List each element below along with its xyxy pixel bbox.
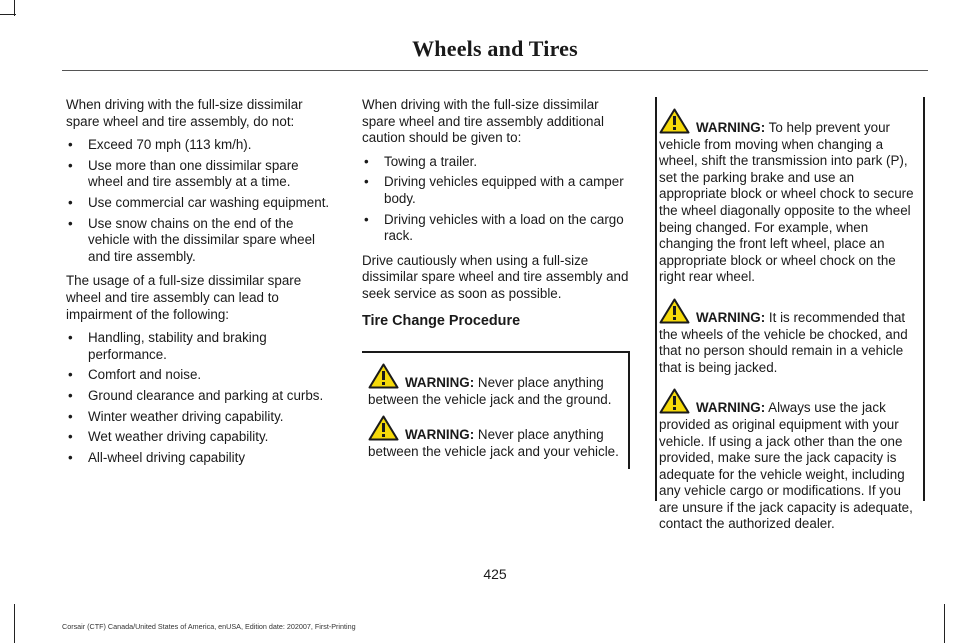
list-item-text: Comfort and noise. xyxy=(88,367,202,383)
list-item-text: Towing a trailer. xyxy=(384,153,478,169)
list-item-text: Driving vehicles with a load on the cargo rack. xyxy=(384,211,624,244)
warning-text: Never place anything between the vehicle jack and your vehicle. xyxy=(368,427,619,459)
list-item-text: Wet weather driving capability. xyxy=(88,429,269,445)
bullet-list xyxy=(362,154,632,245)
bullet-glyph: • xyxy=(68,387,73,403)
list-item xyxy=(66,429,336,446)
list-item-text: Use commercial car washing equipment. xyxy=(88,194,330,210)
page-title: Wheels and Tires xyxy=(412,36,578,61)
column-left xyxy=(66,97,336,474)
bullet-glyph: • xyxy=(68,429,73,445)
list-item xyxy=(66,195,336,212)
bullet-glyph: • xyxy=(68,330,73,346)
bullet-list xyxy=(66,330,336,466)
bullet-glyph: • xyxy=(364,211,369,227)
warning-text: Never place anything between the vehicle jack and the ground. xyxy=(368,375,612,407)
warning-label: WARNING: xyxy=(696,400,766,416)
list-item xyxy=(66,137,336,154)
crop-mark-bottom-left xyxy=(14,604,15,643)
warning-text: It is recommended that the wheels of the vehicle be chocked, and that no person should remain in a vehicle that is being jacked. xyxy=(659,309,908,375)
bullet-glyph: • xyxy=(68,408,73,424)
crop-mark-top-left-h xyxy=(0,14,16,15)
list-item xyxy=(362,154,632,171)
bullet-glyph: • xyxy=(364,174,369,190)
paragraph: When driving with the full-size dissimilar spare wheel and tire assembly additional caution should be given to: xyxy=(362,97,604,146)
warning-label: WARNING: xyxy=(696,120,766,135)
page-number: 425 xyxy=(483,566,507,582)
warning-label: WARNING: xyxy=(405,427,475,443)
bullet-glyph: • xyxy=(68,367,73,383)
list-item-text: Ground clearance and parking at curbs. xyxy=(88,387,324,403)
section-heading: Tire Change Procedure xyxy=(362,312,521,329)
list-item xyxy=(362,212,632,245)
list-item xyxy=(66,388,336,405)
bullet-glyph: • xyxy=(68,194,73,210)
crop-mark-bottom-right xyxy=(944,604,945,643)
list-item-text: Winter weather driving capability. xyxy=(88,408,284,424)
list-item xyxy=(66,367,336,384)
column-right xyxy=(659,108,921,533)
list-item-text: Use more than one dissimilar spare wheel and tire assembly at a time. xyxy=(88,157,299,190)
bullet-list xyxy=(66,137,336,265)
header-divider xyxy=(62,70,928,71)
warning-triangle-icon xyxy=(368,363,399,389)
list-item-text: All-wheel driving capability xyxy=(88,449,246,465)
warning-notice xyxy=(368,363,626,408)
list-item-text: Driving vehicles equipped with a camper body. xyxy=(384,174,624,206)
bullet-glyph: • xyxy=(68,157,73,173)
warning-box xyxy=(362,351,630,468)
warning-rule-right xyxy=(923,97,925,501)
warning-text: Always use the jack provided as original equipment with your vehicle. If using a jack other than the one provided, make sure the jack capacity is adequate for the vehicle weight, including any vehicle cargo or modifications. If you are unsure if the jack capacity is adequate, contact the authorized dealer. xyxy=(659,400,913,532)
warning-notice xyxy=(659,388,917,533)
list-item xyxy=(66,158,336,191)
warning-triangle-icon xyxy=(659,298,690,324)
paragraph: Drive cautiously when using a full-size dissimilar spare wheel and tire assembly and seek service as soon as possible. xyxy=(362,252,629,301)
list-item xyxy=(66,216,336,266)
warning-text: To help prevent your vehicle from moving when changing a wheel, shift the transmission into park (P), set the parking brake and use an appropriate block or wheel chock to secure the wheel diagonally opposite to the wheel being changed. For example, when changing the front left wheel, place an appropriate block or wheel chock on the right rear wheel. xyxy=(659,120,914,285)
list-item-text: Handling, stability and braking performance. xyxy=(88,330,267,362)
column-middle xyxy=(362,97,632,469)
bullet-glyph: • xyxy=(68,449,73,465)
warning-rule-left xyxy=(655,97,657,501)
bullet-glyph: • xyxy=(364,153,369,169)
warning-triangle-icon xyxy=(659,108,690,134)
warning-notice xyxy=(659,298,917,376)
list-item xyxy=(66,330,336,363)
paragraph: When driving with the full-size dissimilar spare wheel and tire assembly, do not: xyxy=(66,97,303,129)
list-item xyxy=(362,174,632,207)
warning-triangle-icon xyxy=(659,388,690,414)
list-item xyxy=(66,409,336,426)
list-item xyxy=(66,450,336,467)
bullet-glyph: • xyxy=(68,215,73,231)
warning-triangle-icon xyxy=(368,415,399,441)
list-item-text: Use snow chains on the end of the vehicle with the dissimilar spare wheel and tire assembly. xyxy=(88,215,315,264)
warning-notice xyxy=(368,415,626,460)
warning-notice xyxy=(659,108,917,286)
paragraph: The usage of a full-size dissimilar spare wheel and tire assembly can lead to impairment of the following: xyxy=(66,273,302,322)
bullet-glyph: • xyxy=(68,137,73,153)
warning-label: WARNING: xyxy=(696,309,766,325)
footer-edition-info: Corsair (CTF) Canada/United States of America, enUSA, Edition date: 202007, First-Printing xyxy=(62,622,356,631)
warning-label: WARNING: xyxy=(405,375,475,391)
list-item-text: Exceed 70 mph (113 km/h). xyxy=(88,137,252,153)
